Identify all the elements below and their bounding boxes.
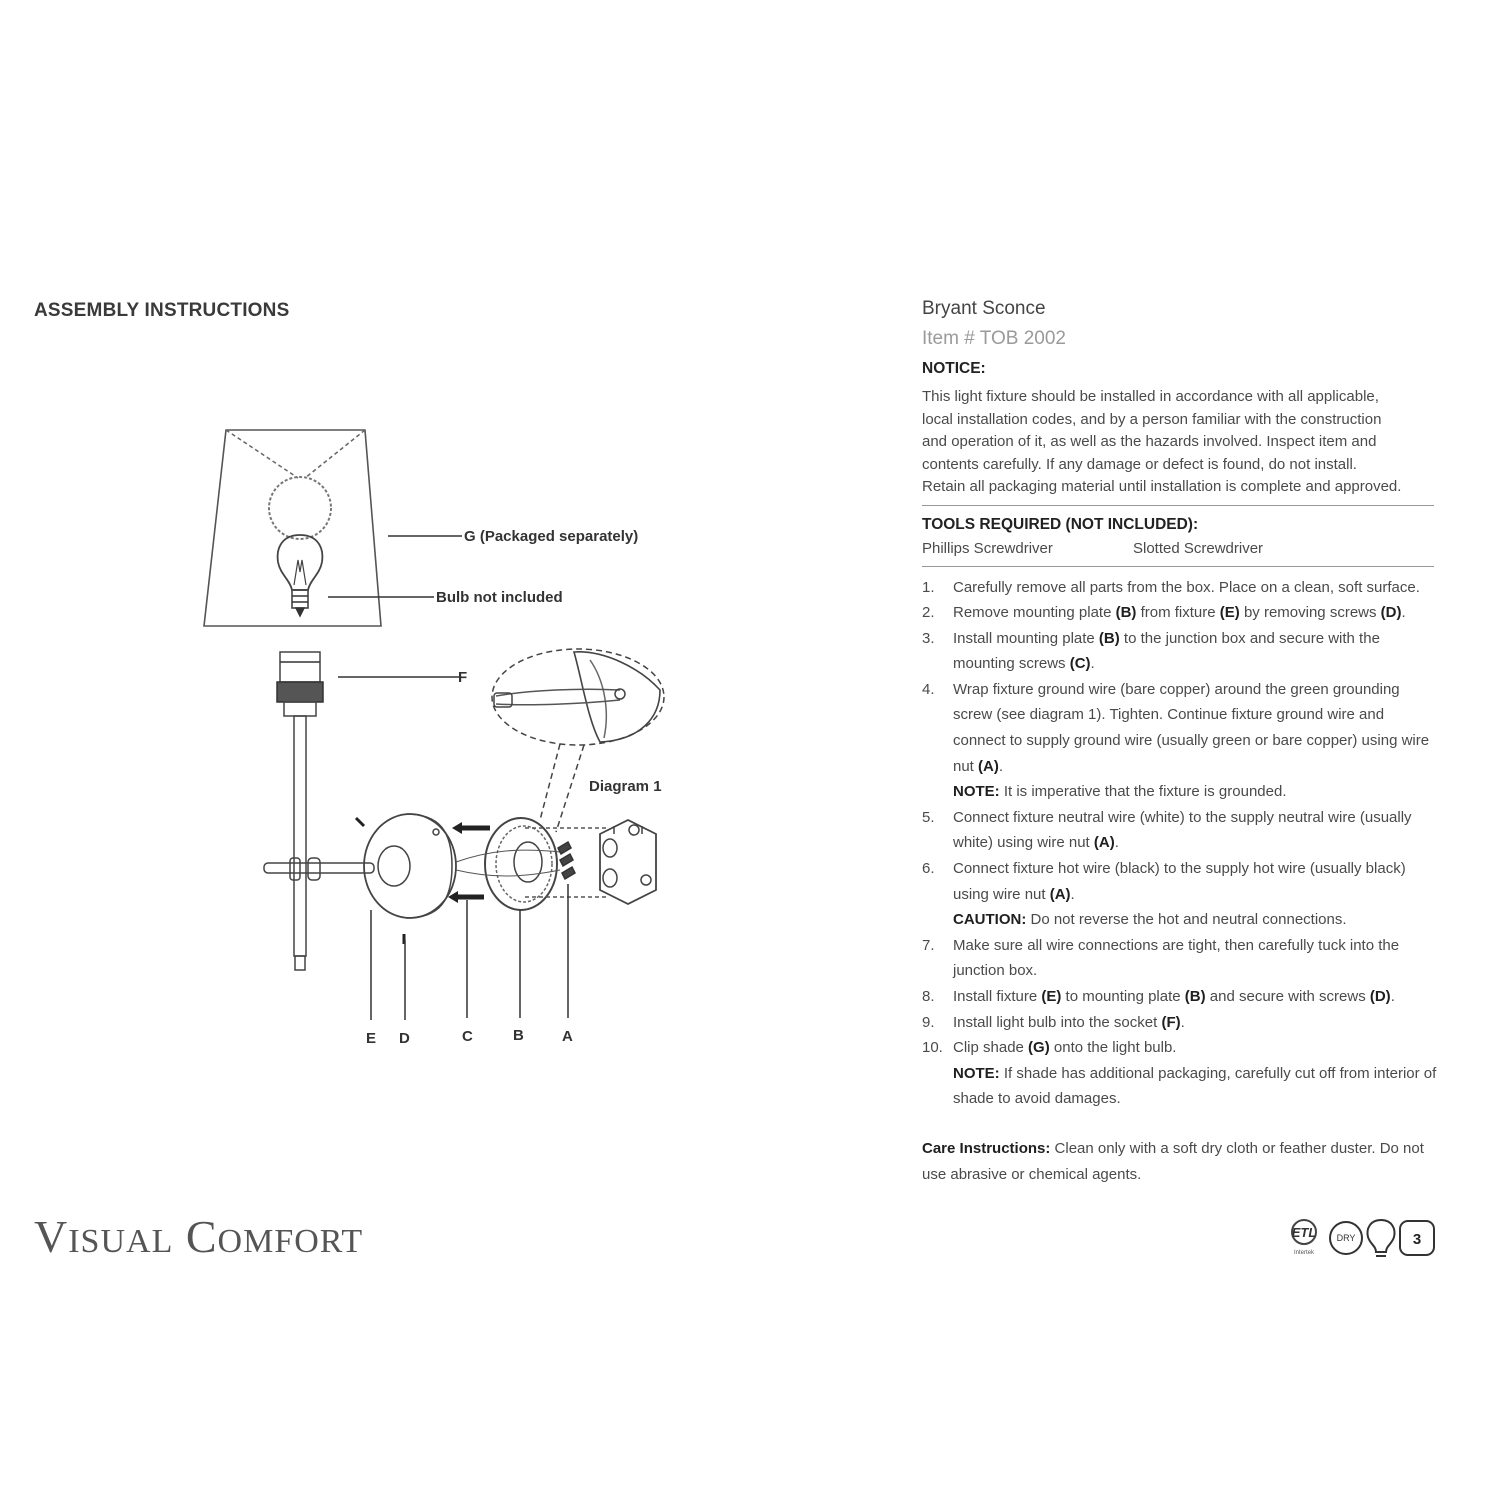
care-instructions: Care Instructions: Clean only with a soft dry cloth or feather duster. Do not use abrasive or chemical agents. [922, 1139, 1424, 1183]
divider [922, 566, 1434, 567]
arm [264, 858, 374, 880]
label-g: G (Packaged separately) [464, 528, 639, 545]
tool-phillips: Phillips Screwdriver [922, 539, 1053, 557]
bulb-count-icon [1400, 1221, 1434, 1255]
step-3: 3. Install mounting plate (B) to the junction box and secure with the mounting screws (C). [922, 629, 1380, 673]
certification-icons [1284, 1216, 1436, 1260]
junction-box [525, 820, 656, 904]
assembly-heading: ASSEMBLY INSTRUCTIONS [34, 300, 290, 321]
step-6: 6. Connect fixture hot wire (black) to the supply hot wire (usually black) using wire nut (A). [922, 860, 1406, 903]
label-diagram1: Diagram 1 [589, 778, 662, 795]
dry-location-icon [1330, 1222, 1362, 1254]
tool-slotted: Slotted Screwdriver [1133, 539, 1264, 557]
assembly-diagram [190, 420, 690, 1060]
step-2: 2. Remove mounting plate (B) from fixture (E) by removing screws (D). [922, 604, 1406, 622]
note-shade: NOTE: If shade has additional packaging, carefully cut off from interior of shade to avoid damages. [953, 1064, 1437, 1108]
tools-heading: TOOLS REQUIRED (NOT INCLUDED): [922, 515, 1199, 533]
bulb-icon [278, 535, 323, 616]
step-5: 5. Connect fixture neutral wire (white) to the supply neutral wire (usually white) using wire nut (A). [922, 808, 1412, 852]
etl-icon [1292, 1220, 1317, 1256]
divider [922, 505, 1434, 506]
label-f: F [458, 669, 468, 686]
step-9: 9. Install light bulb into the socket (F). [922, 1013, 1185, 1031]
svg-text:DRY: DRY [1336, 1233, 1356, 1243]
label-c: C [462, 1028, 473, 1045]
tools-list [922, 540, 1442, 557]
bulb-outline-icon [1368, 1220, 1395, 1256]
step-1: 1. Carefully remove all parts from the box. Place on a clean, soft surface. [922, 578, 1420, 596]
label-a: A [562, 1028, 573, 1045]
socket-f [277, 652, 323, 970]
notice-text: This light fixture should be installed in accordance with all applicable, local installation codes, and by a person familiar with the construction and operation of it, as well as the hazards involved. Inspect item and contents carefully. If any damage or defect is found, do not install. Retain all packaging material until installation is complete and approved. [922, 388, 1402, 495]
caution: CAUTION: Do not reverse the hot and neutral connections. [953, 911, 1347, 929]
screws-c [448, 822, 490, 903]
product-title: Bryant Sconce [922, 298, 1046, 319]
svg-text:Intertek: Intertek [1293, 1250, 1315, 1256]
label-b: B [513, 1027, 524, 1044]
label-bulb: Bulb not included [436, 589, 563, 606]
step-8: 8. Install fixture (E) to mounting plate (B) and secure with screws (D). [922, 988, 1395, 1005]
wire-nuts-a [558, 842, 575, 879]
step-7: 7. Make sure all wire connections are tight, then carefully tuck into the junction box. [922, 936, 1400, 980]
step-4: 4. Wrap fixture ground wire (bare copper) around the green grounding screw (see diagram 1). Tighten. Continue fixture ground wire and connect to supply ground wire (usually green or bare copper) using wire nut (A). [922, 680, 1430, 775]
brand-logo: VISUAL COMFORT [34, 1211, 364, 1262]
item-number: Item # TOB 2002 [922, 328, 1066, 349]
svg-text:ETL: ETL [1291, 1225, 1317, 1240]
instructions-panel [922, 298, 1442, 1188]
label-e: E [366, 1030, 377, 1047]
label-d: D [399, 1030, 410, 1047]
notice-heading: NOTICE: [922, 360, 986, 377]
svg-text:3: 3 [1412, 1231, 1422, 1248]
steps-list [922, 575, 1442, 1112]
diagram-1-callout [492, 649, 664, 832]
note-grounded: NOTE: It is imperative that the fixture is grounded. [953, 783, 1287, 801]
step-10: 10. Clip shade (G) onto the light bulb. [922, 1039, 1177, 1057]
